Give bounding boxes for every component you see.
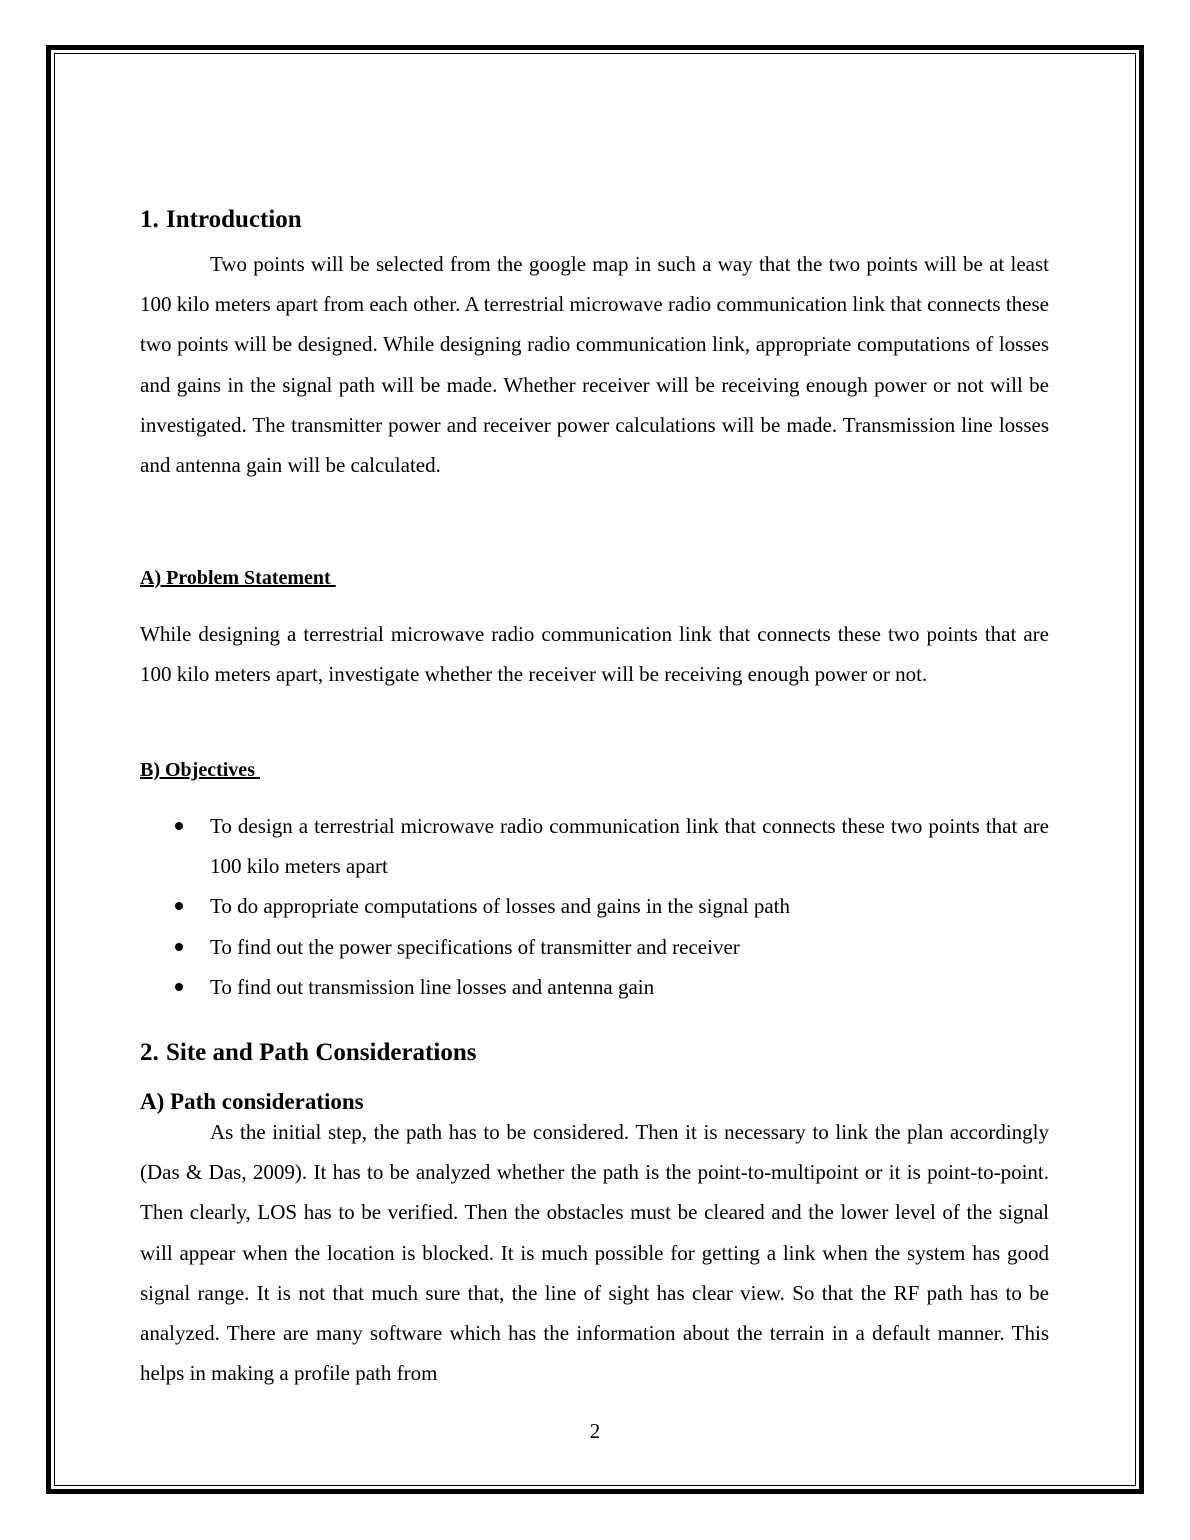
section-2-number: 2. <box>140 1039 159 1066</box>
list-item: To find out transmission line losses and antenna gain <box>140 967 1049 1007</box>
problem-statement-paragraph: While designing a terrestrial microwave radio communication link that connects these two points that are 100 kilo meters apart, investigate whether the receiver will be receiving enough power or not. <box>140 622 1049 687</box>
bullet-icon <box>175 822 183 830</box>
list-item: To do appropriate computations of losses and gains in the signal path <box>140 886 1049 926</box>
bullet-icon <box>175 902 183 910</box>
path-considerations-heading: A) Path considerations <box>140 1089 364 1114</box>
problem-statement-heading: A) Problem Statement <box>140 567 336 589</box>
bullet-icon <box>175 943 183 951</box>
bullet-icon <box>175 983 183 991</box>
page-number: 2 <box>589 1419 601 1443</box>
path-considerations-paragraph: As the initial step, the path has to be considered. Then it is necessary to link the plan accordingly (Das & Das, 2009). It has to be analyzed whether the path is the point-to-multipoint or it is point-to-point. Then clearly, LOS has to be verified. Then the obstacles must be cleared and the lower level of the signal will appear when the location is blocked. It is much possible for getting a link when the system has good signal range. It is not that much sure that, the line of sight has clear view. So that the RF path has to be analyzed. There are many software which has the information about the terrain in a default manner. This helps in making a profile path from <box>140 1120 1049 1386</box>
list-item: To find out the power specifications of transmitter and receiver <box>140 927 1049 967</box>
objectives-list <box>140 806 1049 1007</box>
section-1-number: 1. <box>140 206 159 233</box>
section-2-heading <box>140 1038 476 1068</box>
section-1-title: Introduction <box>166 206 302 233</box>
list-item: To design a terrestrial microwave radio communication link that connects these two points that are 100 kilo meters apart <box>140 806 1049 886</box>
section-2-title: Site and Path Considerations <box>166 1039 477 1066</box>
objectives-heading: B) Objectives <box>140 759 260 781</box>
introduction-paragraph: Two points will be selected from the google map in such a way that the two points will be at least 100 kilo meters apart from each other. A terrestrial microwave radio communication link that connects these two points will be designed. While designing radio communication link, appropriate computations of losses and gains in the signal path will be made. Whether receiver will be receiving enough power or not will be investigated. The transmitter power and receiver power calculations will be made. Transmission line losses and antenna gain will be calculated. <box>140 252 1049 478</box>
section-1-heading <box>140 205 302 235</box>
